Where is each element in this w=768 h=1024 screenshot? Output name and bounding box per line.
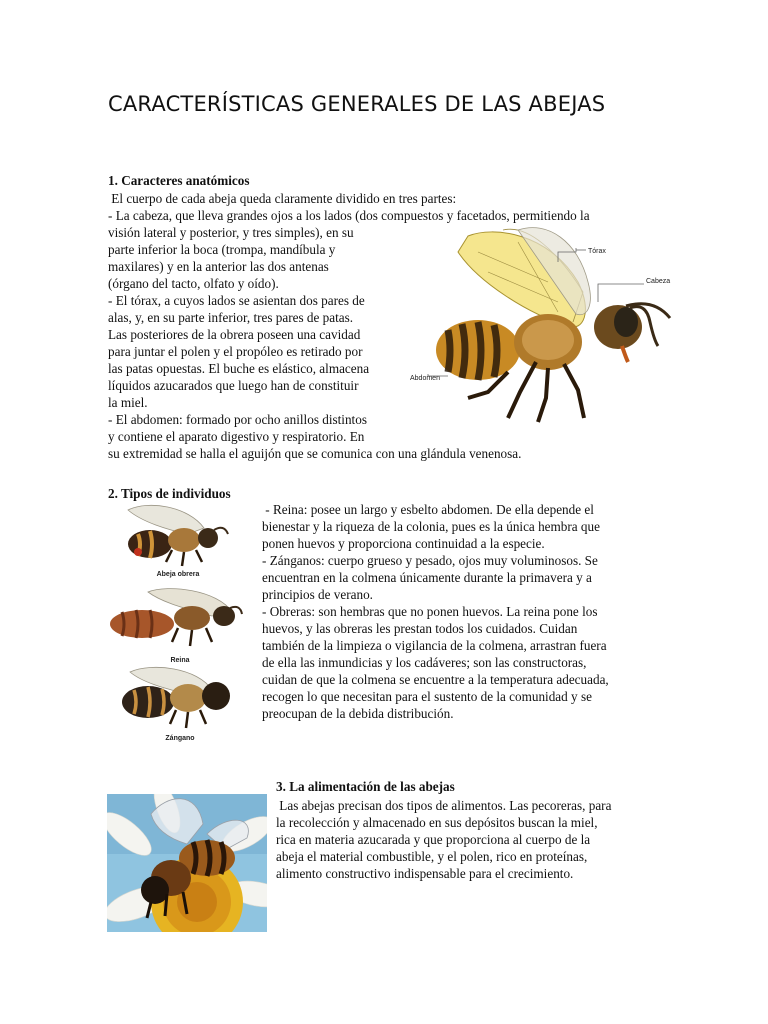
text-line: - El abdomen: formado por ocho anillos distintos (108, 412, 367, 427)
text-line: para juntar el polen y el propóleo es retirado por (108, 344, 363, 359)
text-line: - La cabeza, que lleva grandes ojos a los lados (dos compuestos y facetados, permitiendo la (108, 208, 590, 223)
drone-bee-image (122, 667, 230, 728)
thorax-label: Tórax (588, 248, 606, 255)
text-line: bienestar y la riqueza de la colonia, pues es la única hembra que (262, 519, 600, 534)
text-line: las patas opuestas. El buche es elástico, almacena (108, 361, 370, 376)
bee-types-figure (108, 500, 248, 745)
text-line: abeja el material combustible, y el polen, rico en proteínas, (276, 849, 588, 864)
section-1-heading: 1. Caracteres anatómicos (108, 173, 250, 188)
text-line: Las abejas precisan dos tipos de alimentos. Las pecoreras, para (276, 798, 612, 813)
head-label: Cabeza (646, 278, 671, 285)
text-line: preocupan de la debida distribución. (262, 706, 454, 721)
text-line: principios de verano. (262, 587, 373, 602)
worker-bee-image (128, 505, 228, 566)
caption-drone: Zángano (165, 735, 195, 742)
text-line: recogen lo que necesitan para el sustento de la comunidad y se (262, 689, 592, 704)
section-2-text (262, 501, 609, 722)
text-line: alimento constructivo indispensable para el crecimiento. (276, 866, 574, 881)
page-title: CARACTERÍSTICAS GENERALES DE LAS ABEJAS (108, 92, 606, 116)
text-line: parte inferior la boca (trompa, mandíbula y (108, 242, 336, 257)
text-line: también de la limpieza o vigilancia de la colmena, arrastran fuera (262, 638, 607, 653)
text-line: El cuerpo de cada abeja queda claramente dividido en tres partes: (108, 191, 457, 206)
text-line: rica en materia azucarada y que proporciona al cuerpo de la (276, 832, 591, 847)
abdomen-label: Abdomen (410, 375, 440, 382)
text-line: de ella las inmundicias y los cadáveres; son las constructoras, (262, 655, 587, 670)
section-3-text (276, 797, 611, 882)
section-2-heading: 2. Tipos de individuos (108, 486, 231, 501)
text-line: alas, y, en su parte inferior, tres pares de patas. (108, 310, 354, 325)
text-line: su extremidad se halla el aguijón que se comunica con una glándula venenosa. (108, 446, 522, 461)
bee-on-flower-image (107, 794, 267, 932)
queen-bee-image (110, 589, 242, 646)
text-line: - Obreras: son hembras que no ponen huevos. La reina pone los (262, 604, 598, 619)
text-line: ponen huevos y proporciona continuidad a la especie. (262, 536, 545, 551)
text-line: líquidos azucarados que luego han de constituir (108, 378, 359, 393)
text-line: visión lateral y posterior, y tres simples), en su (108, 225, 354, 240)
text-line: Las posteriores de la obrera poseen una cavidad (108, 327, 361, 342)
text-line: - El tórax, a cuyos lados se asientan dos pares de (108, 293, 365, 308)
text-line: - Zánganos: cuerpo grueso y pesado, ojos muy voluminosos. Se (262, 553, 598, 568)
text-line: (órgano del tacto, olfato y oído). (108, 276, 279, 291)
text-line: huevos, y las obreras les prestan todos los cuidados. Cuidan (262, 621, 578, 636)
text-line: - Reina: posee un largo y esbelto abdomen. De ella depende el (262, 502, 594, 517)
caption-queen: Reina (170, 657, 190, 664)
text-line: y contiene el aparato digestivo y respiratorio. En (108, 429, 365, 444)
caption-worker: Abeja obrera (156, 571, 200, 578)
bee-anatomy-figure (408, 222, 692, 432)
text-line: la recolección y almacenado en sus depósitos buscan la miel, (276, 815, 598, 830)
section-3-heading: 3. La alimentación de las abejas (276, 779, 455, 794)
text-line: encuentran en la colmena únicamente durante la primavera y a (262, 570, 592, 585)
text-line: cuidan de que la colmena se encuentre a la temperatura adecuada, (262, 672, 609, 687)
text-line: la miel. (108, 395, 148, 410)
text-line: maxilares) y en la anterior las dos antenas (108, 259, 329, 274)
